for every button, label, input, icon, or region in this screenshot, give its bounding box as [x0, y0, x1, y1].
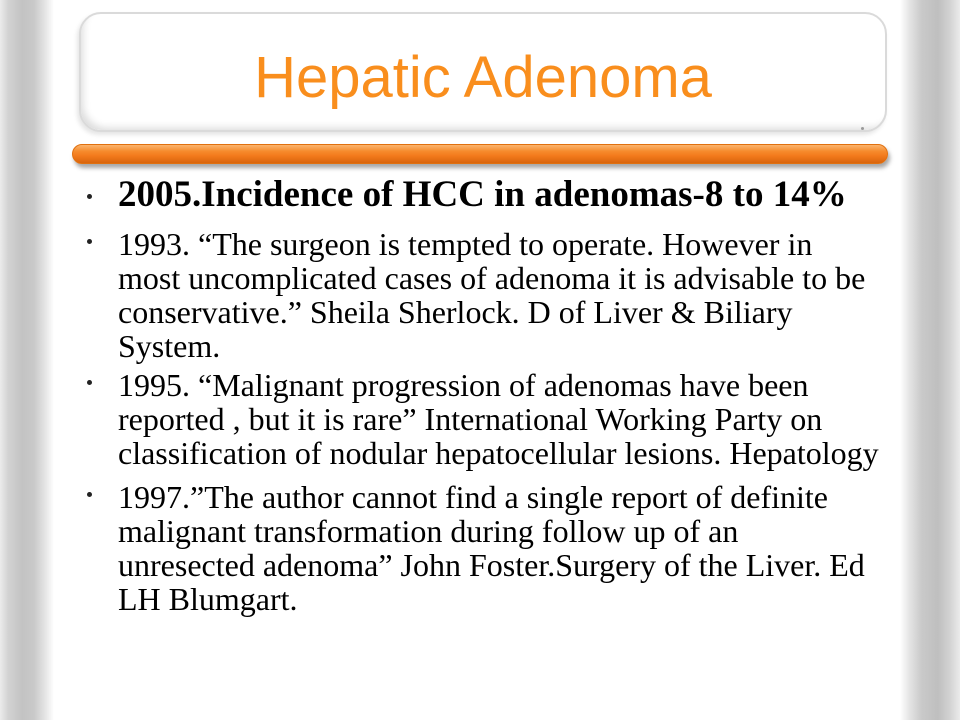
- bullet-dot-icon: [87, 194, 92, 199]
- bullet-text-line: most uncomplicated cases of adenoma it is advisable to be: [118, 260, 866, 296]
- bullet-dot-icon: [87, 380, 92, 385]
- small-dot-mark: [861, 127, 864, 130]
- slide-title: Hepatic Adenoma: [254, 45, 712, 110]
- bullet-text-line: conservative.” Sheila Sherlock. D of Liver & Biliary: [118, 294, 793, 330]
- bullet-text-line: LH Blumgart.: [118, 581, 298, 617]
- bullet-dot-icon: [87, 239, 92, 244]
- bullet-dot-icon: [87, 492, 92, 497]
- bullet-text-line: 1997.”The author cannot find a single report of definite: [118, 479, 828, 515]
- right-side-stripe: [900, 0, 960, 720]
- bullet-text-line: malignant transformation during follow up of an: [118, 513, 739, 549]
- bullet-text-line: classification of nodular hepatocellular lesions. Hepatology: [118, 435, 879, 471]
- orange-accent-bar: [72, 144, 888, 164]
- bullet-text-line: 2005.Incidence of HCC in adenomas-8 to 14%: [118, 174, 847, 215]
- bullet-item-1995: [118, 368, 879, 470]
- bullet-text-line: reported , but it is rare” International Working Party on: [118, 401, 823, 437]
- bullet-text-line: 1993. “The surgeon is tempted to operate. However in: [118, 226, 813, 262]
- bullet-item-1997: [118, 480, 865, 616]
- left-side-stripe: [0, 0, 54, 720]
- bullet-text-line: 1995. “Malignant progression of adenomas have been: [118, 367, 809, 403]
- bullet-item-2005: [118, 175, 847, 215]
- bullet-text-line: System.: [118, 328, 221, 364]
- bullet-item-1993: [118, 227, 865, 363]
- bullet-text-line: unresected adenoma” John Foster.Surgery of the Liver. Ed: [118, 547, 865, 583]
